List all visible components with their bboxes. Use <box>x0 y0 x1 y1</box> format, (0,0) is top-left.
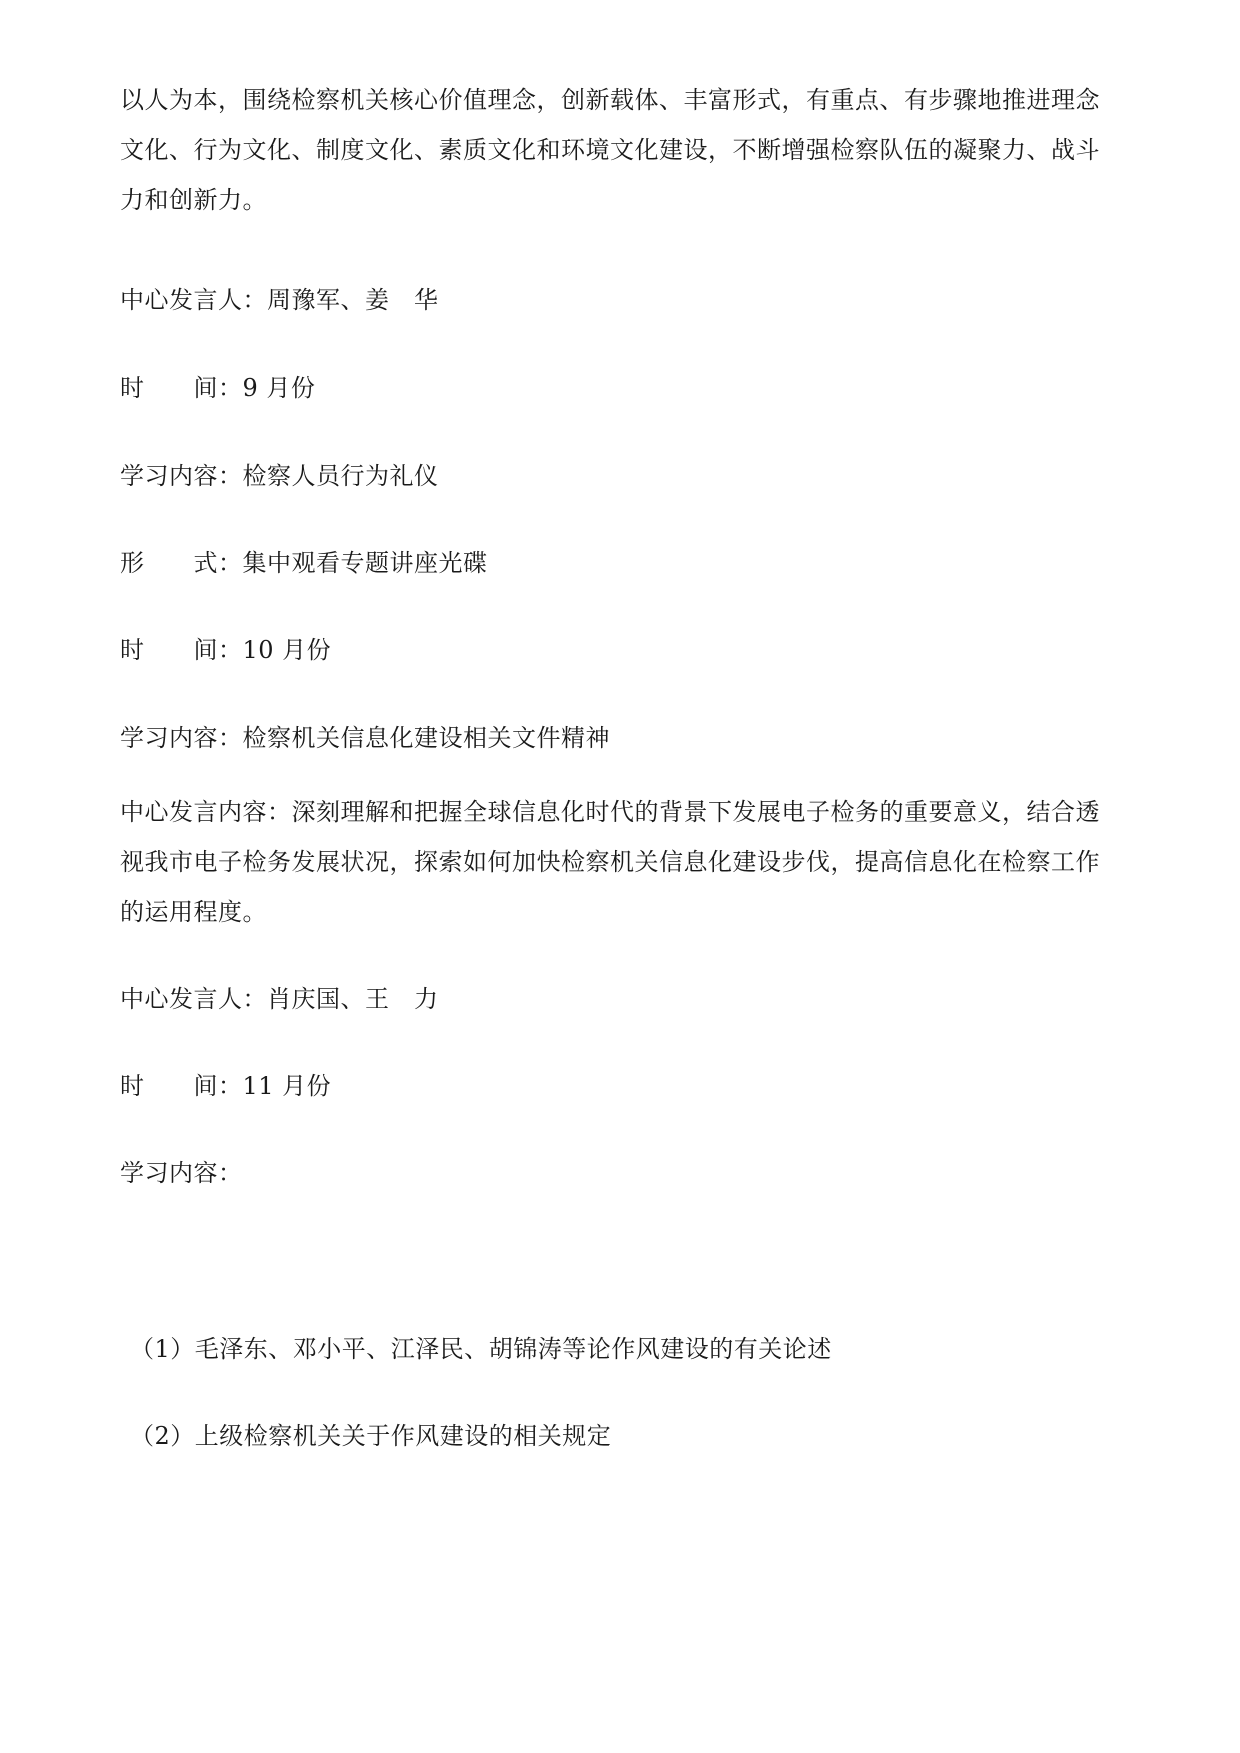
time-line-1: 时 间：9 月份 <box>120 374 316 402</box>
intro-line-1: 以人为本，围绕检察机关核心价值理念，创新载体、丰富形式，有重点、有步骤地推进理念 <box>120 86 1100 114</box>
list-item: （2）上级检察机关关于作风建设的相关规定 <box>130 1422 612 1450</box>
time-line-2: 时 间：10 月份 <box>120 636 332 664</box>
list-item: （1）毛泽东、邓小平、江泽民、胡锦涛等论作风建设的有关论述 <box>130 1335 832 1363</box>
speech-line-1: 中心发言内容：深刻理解和把握全球信息化时代的背景下发展电子检务的重要意义，结合透 <box>120 798 1100 826</box>
content-line-2: 学习内容：检察机关信息化建设相关文件精神 <box>120 724 610 752</box>
speech-line-3: 的运用程度。 <box>120 898 267 926</box>
intro-line-2: 文化、行为文化、制度文化、素质文化和环境文化建设，不断增强检察队伍的凝聚力、战斗 <box>120 136 1100 164</box>
intro-paragraph <box>120 75 1130 225</box>
form-line-1: 形 式：集中观看专题讲座光碟 <box>120 549 488 577</box>
content-line-3: 学习内容： <box>120 1159 243 1187</box>
speech-line-2: 视我市电子检务发展状况，探索如何加快检察机关信息化建设步伐，提高信息化在检察工作 <box>120 848 1100 876</box>
intro-line-3: 力和创新力。 <box>120 186 267 214</box>
time-line-3: 时 间：11 月份 <box>120 1072 332 1100</box>
content-line-1: 学习内容：检察人员行为礼仪 <box>120 462 439 490</box>
speech-content-paragraph <box>120 787 1130 937</box>
speakers-line-2: 中心发言人：肖庆国、王 力 <box>120 985 439 1013</box>
speakers-line-1: 中心发言人：周豫军、姜 华 <box>120 286 439 314</box>
